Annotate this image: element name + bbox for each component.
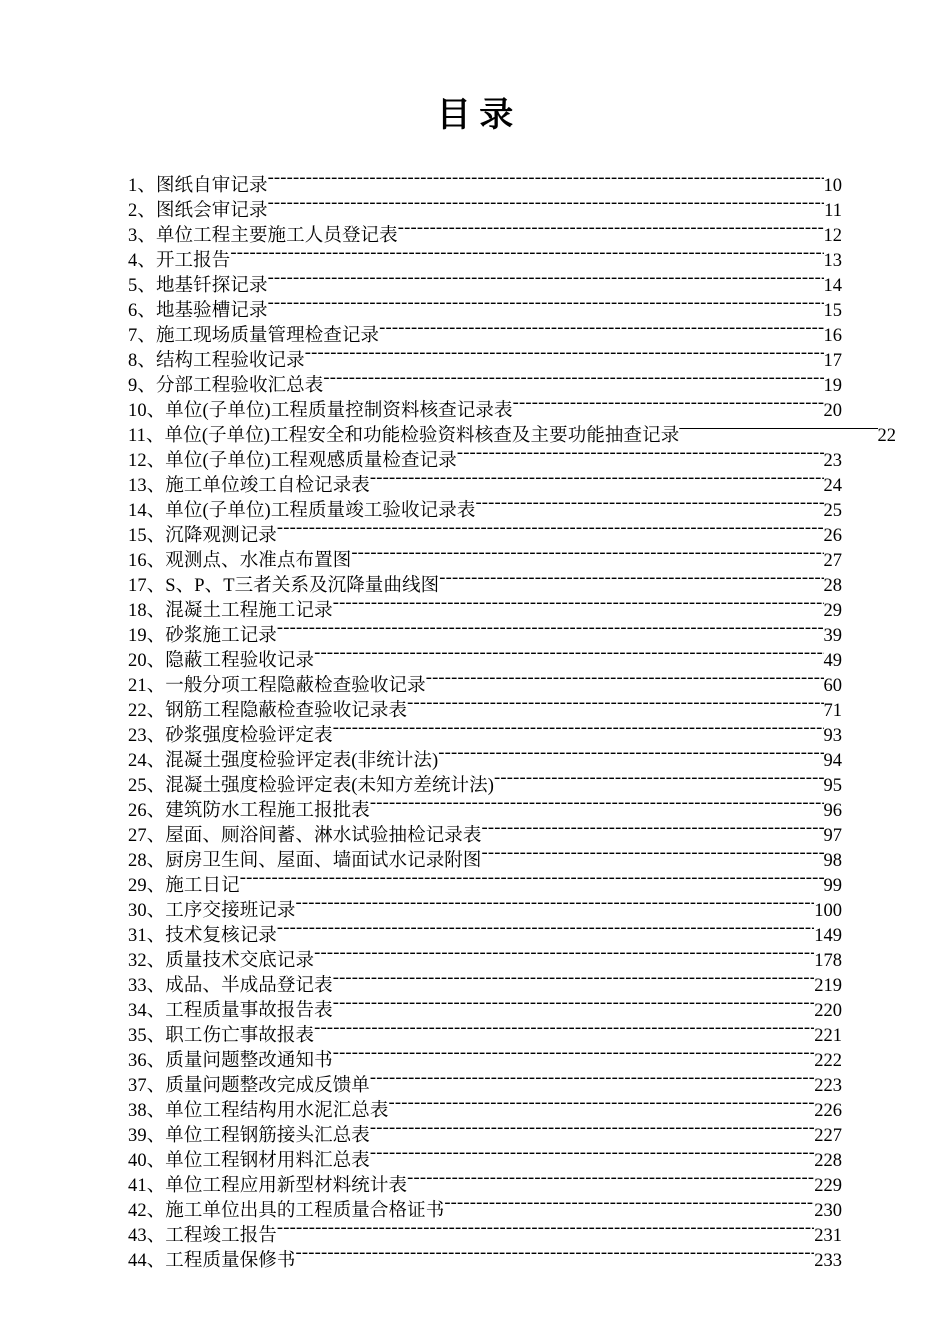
toc-entry-page-number: 22 bbox=[877, 426, 896, 446]
toc-leader-dots bbox=[389, 1091, 815, 1116]
toc-leader-dots bbox=[444, 1191, 814, 1216]
toc-entry-label: 27、屋面、厕浴间蓄、淋水试验抽检记录表 bbox=[128, 826, 482, 846]
toc-entry-page-number: 98 bbox=[823, 851, 842, 871]
toc-entry-page-number: 28 bbox=[823, 576, 842, 596]
toc-entry-label: 10、单位(子单位)工程质量控制资料核查记录表 bbox=[128, 401, 513, 421]
toc-entry-page-number: 27 bbox=[823, 551, 842, 571]
toc-entry-label: 15、沉降观测记录 bbox=[128, 526, 277, 546]
toc-entry-page-number: 15 bbox=[823, 301, 842, 321]
toc-leader-dots bbox=[277, 1216, 814, 1241]
toc-entry-label: 33、成品、半成品登记表 bbox=[128, 976, 333, 996]
toc-entry-label: 4、开工报告 bbox=[128, 251, 231, 271]
toc-entry-label: 19、砂浆施工记录 bbox=[128, 626, 277, 646]
toc-entry[interactable] bbox=[128, 266, 842, 296]
toc-entry-page-number: 100 bbox=[814, 901, 842, 921]
toc-entry-page-number: 94 bbox=[823, 751, 842, 771]
toc-entry-label: 13、施工单位竣工自检记录表 bbox=[128, 476, 370, 496]
toc-leader-dots bbox=[277, 916, 814, 941]
toc-entry-page-number: 226 bbox=[814, 1101, 842, 1121]
toc-entry-label: 16、观测点、水准点布置图 bbox=[128, 551, 352, 571]
toc-entry-label: 41、单位工程应用新型材料统计表 bbox=[128, 1176, 408, 1196]
toc-leader-dots bbox=[513, 391, 824, 416]
toc-leader-dots bbox=[439, 566, 823, 591]
toc-entry-label: 35、职工伤亡事故报表 bbox=[128, 1026, 315, 1046]
toc-entry-page-number: 233 bbox=[814, 1251, 842, 1271]
toc-leader-dots bbox=[370, 1066, 814, 1091]
toc-leader-dots bbox=[475, 491, 823, 516]
toc-leader-dots bbox=[314, 941, 814, 966]
toc-entry-label: 28、厨房卫生间、屋面、墙面试水记录附图 bbox=[128, 851, 482, 871]
toc-entry-page-number: 228 bbox=[814, 1151, 842, 1171]
toc-leader-dots bbox=[482, 816, 824, 841]
toc-entry-page-number: 219 bbox=[814, 976, 842, 996]
toc-leader-dots bbox=[268, 266, 824, 291]
toc-leader-dots bbox=[679, 416, 877, 441]
toc-leader-dots bbox=[482, 841, 824, 866]
toc-leader-dots bbox=[333, 966, 815, 991]
toc-entry-label: 12、单位(子单位)工程观感质量检查记录 bbox=[128, 451, 457, 471]
toc-entry-page-number: 11 bbox=[824, 201, 842, 221]
toc-entry-page-number: 29 bbox=[823, 601, 842, 621]
toc-entry-label: 7、施工现场质量管理检查记录 bbox=[128, 326, 380, 346]
toc-entry-page-number: 25 bbox=[823, 501, 842, 521]
toc-leader-dots bbox=[268, 291, 824, 316]
toc-entry-label: 14、单位(子单位)工程质量竣工验收记录表 bbox=[128, 501, 476, 521]
toc-entry-page-number: 223 bbox=[814, 1076, 842, 1096]
toc-entry[interactable] bbox=[128, 166, 842, 196]
toc-entry-page-number: 178 bbox=[814, 951, 842, 971]
toc-entry-page-number: 93 bbox=[823, 726, 842, 746]
toc-leader-dots bbox=[407, 691, 823, 716]
toc-entry-page-number: 227 bbox=[814, 1126, 842, 1146]
toc-entry-page-number: 71 bbox=[823, 701, 842, 721]
toc-leader-dots bbox=[370, 791, 824, 816]
toc-entry-page-number: 12 bbox=[823, 226, 842, 246]
toc-leader-dots bbox=[240, 866, 824, 891]
toc-leader-dots bbox=[323, 366, 823, 391]
toc-leader-dots bbox=[438, 741, 823, 766]
toc-entry-label: 21、一般分项工程隐蔽检查验收记录 bbox=[128, 676, 426, 696]
toc-leader-dots bbox=[277, 516, 824, 541]
page-title: 目 录 bbox=[436, 97, 514, 134]
toc-leader-dots bbox=[268, 191, 825, 216]
toc-entry-label: 11、单位(子单位)工程安全和功能检验资料核查及主要功能抽查记录 bbox=[128, 426, 680, 446]
toc-entry-label: 34、工程质量事故报告表 bbox=[128, 1001, 333, 1021]
toc-leader-dots bbox=[296, 891, 815, 916]
toc-entry-page-number: 229 bbox=[814, 1176, 842, 1196]
toc-entry-label: 5、地基钎探记录 bbox=[128, 276, 268, 296]
toc-leader-dots bbox=[333, 591, 824, 616]
toc-entry[interactable] bbox=[128, 241, 842, 271]
toc-entry-label: 22、钢筋工程隐蔽检查验收记录表 bbox=[128, 701, 408, 721]
toc-entry-label: 2、图纸会审记录 bbox=[128, 201, 268, 221]
toc-leader-dots bbox=[494, 766, 823, 791]
toc-entry-page-number: 16 bbox=[823, 326, 842, 346]
toc-entry-page-number: 97 bbox=[823, 826, 842, 846]
toc-entry-label: 29、施工日记 bbox=[128, 876, 240, 896]
toc-entry-page-number: 19 bbox=[823, 376, 842, 396]
toc-leader-dots bbox=[333, 1041, 815, 1066]
toc-entry-page-number: 230 bbox=[814, 1201, 842, 1221]
toc-entry-label: 17、S、P、T三者关系及沉降量曲线图 bbox=[128, 576, 440, 596]
toc-entry-label: 38、单位工程结构用水泥汇总表 bbox=[128, 1101, 389, 1121]
toc-entry-label: 36、质量问题整改通知书 bbox=[128, 1051, 333, 1071]
toc-entry-label: 6、地基验槽记录 bbox=[128, 301, 268, 321]
toc-entry-page-number: 24 bbox=[823, 476, 842, 496]
toc-entry-label: 39、单位工程钢筋接头汇总表 bbox=[128, 1126, 370, 1146]
toc-entry-label: 1、图纸自审记录 bbox=[128, 176, 268, 196]
toc-leader-dots bbox=[333, 716, 824, 741]
toc-leader-dots bbox=[398, 216, 824, 241]
toc-entry-page-number: 220 bbox=[814, 1001, 842, 1021]
toc-leader-dots bbox=[296, 1241, 815, 1266]
toc-entry-page-number: 221 bbox=[814, 1026, 842, 1046]
toc-leader-dots bbox=[370, 1141, 814, 1166]
toc-leader-dots bbox=[407, 1166, 814, 1191]
toc-entry-label: 24、混凝土强度检验评定表(非统计法) bbox=[128, 751, 439, 771]
toc-entry-page-number: 149 bbox=[814, 926, 842, 946]
toc-entry-page-number: 231 bbox=[814, 1226, 842, 1246]
toc-entry-page-number: 13 bbox=[823, 251, 842, 271]
toc-leader-dots bbox=[351, 541, 823, 566]
toc-entry-page-number: 60 bbox=[823, 676, 842, 696]
toc-leader-dots bbox=[277, 616, 824, 641]
toc-leader-dots bbox=[314, 641, 823, 666]
toc-entry-page-number: 96 bbox=[823, 801, 842, 821]
toc-entry-label: 37、质量问题整改完成反馈单 bbox=[128, 1076, 370, 1096]
toc-entry-page-number: 10 bbox=[823, 176, 842, 196]
toc-entry-label: 9、分部工程验收汇总表 bbox=[128, 376, 324, 396]
toc-leader-dots bbox=[370, 466, 824, 491]
toc-leader-dots bbox=[426, 666, 824, 691]
toc-entry-label: 26、建筑防水工程施工报批表 bbox=[128, 801, 370, 821]
toc-entry-label: 25、混凝土强度检验评定表(未知方差统计法) bbox=[128, 776, 495, 796]
toc-leader-dots bbox=[305, 341, 824, 366]
toc-entry-label: 32、质量技术交底记录 bbox=[128, 951, 315, 971]
toc-entry-page-number: 49 bbox=[823, 651, 842, 671]
toc-entry-page-number: 14 bbox=[823, 276, 842, 296]
toc-entry-page-number: 23 bbox=[823, 451, 842, 471]
toc-entry-label: 20、隐蔽工程验收记录 bbox=[128, 651, 315, 671]
toc-leader-dots bbox=[379, 316, 823, 341]
toc-entry-page-number: 39 bbox=[823, 626, 842, 646]
toc-entry-page-number: 99 bbox=[823, 876, 842, 896]
toc-entry-page-number: 17 bbox=[823, 351, 842, 371]
toc-leader-dots bbox=[333, 991, 815, 1016]
toc-entry-label: 18、混凝土工程施工记录 bbox=[128, 601, 333, 621]
toc-entry-label: 3、单位工程主要施工人员登记表 bbox=[128, 226, 398, 246]
toc-entry-label: 23、砂浆强度检验评定表 bbox=[128, 726, 333, 746]
toc-entry-label: 42、施工单位出具的工程质量合格证书 bbox=[128, 1201, 445, 1221]
toc-entry-label: 8、结构工程验收记录 bbox=[128, 351, 305, 371]
toc-entry-page-number: 26 bbox=[823, 526, 842, 546]
toc-leader-dots bbox=[370, 1116, 814, 1141]
toc-entry-page-number: 20 bbox=[823, 401, 842, 421]
toc-leader-dots bbox=[314, 1016, 814, 1041]
toc-leader-dots bbox=[268, 166, 824, 191]
toc-leader-dots bbox=[230, 241, 823, 266]
toc-entry-label: 31、技术复核记录 bbox=[128, 926, 277, 946]
toc-entry-label: 30、工序交接班记录 bbox=[128, 901, 296, 921]
toc-entry-label: 40、单位工程钢材用料汇总表 bbox=[128, 1151, 370, 1171]
toc-entry-page-number: 222 bbox=[814, 1051, 842, 1071]
toc-entry-label: 44、工程质量保修书 bbox=[128, 1251, 296, 1271]
toc-entry-page-number: 95 bbox=[823, 776, 842, 796]
table-of-contents bbox=[128, 166, 896, 1271]
toc-leader-dots bbox=[457, 441, 824, 466]
toc-entry-label: 43、工程竣工报告 bbox=[128, 1226, 277, 1246]
